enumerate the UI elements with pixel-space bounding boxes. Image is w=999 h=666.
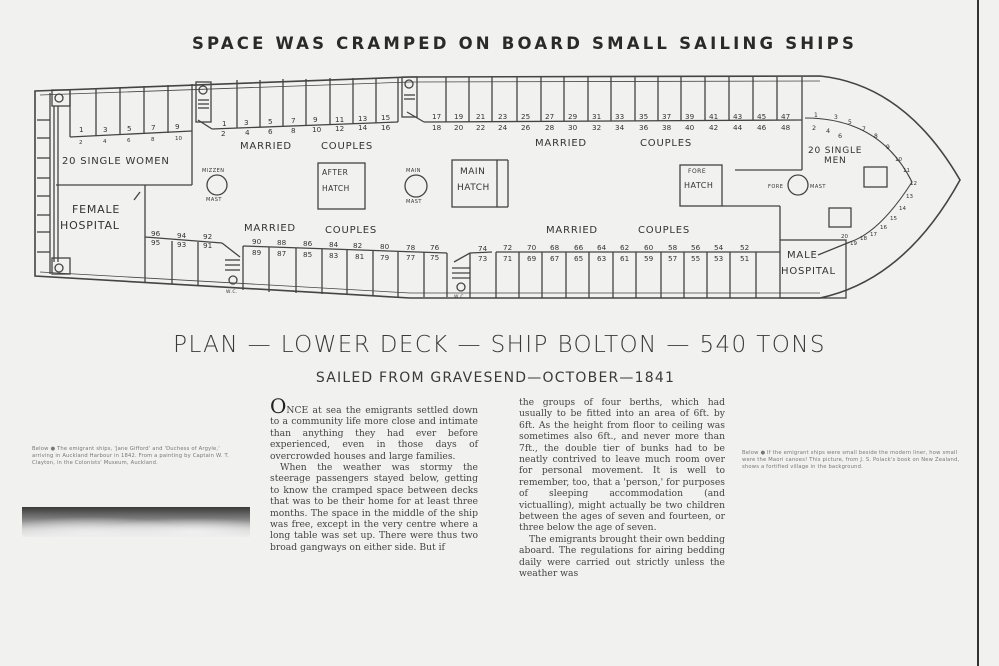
- label-married-top-b-1: MARRIED: [535, 138, 587, 149]
- berth-num: 43: [733, 112, 743, 121]
- label-main-mast-2: MAST: [406, 199, 422, 205]
- caption-right: Below ● If the emigrant ships were small beside the modern liner, how small were the Maori canoes! This picture, from J. S. Polack's book on New Zealand, shows a fortified village in the background.: [742, 450, 960, 470]
- label-mizzen-mast-2: MAST: [206, 197, 222, 203]
- berth-num: 52: [740, 243, 750, 252]
- berth-num: 10: [175, 136, 182, 142]
- article-column-2: [519, 397, 725, 580]
- label-single-women: 20 SINGLE WOMEN: [62, 156, 170, 167]
- berth-num: 75: [430, 253, 440, 262]
- berth-num: 2: [221, 129, 226, 138]
- berth-num: 11: [335, 115, 345, 124]
- berth-num: 35: [639, 112, 649, 121]
- berth-num: 5: [127, 124, 132, 133]
- berth-num: 18: [432, 123, 442, 132]
- berth-num: 83: [329, 251, 339, 260]
- label-married-bot-b-1: MARRIED: [546, 225, 598, 236]
- berth-num: 21: [476, 112, 486, 121]
- berth-num: 2: [812, 124, 817, 132]
- berth-num: 7: [291, 116, 296, 125]
- berth-num: 19: [850, 241, 857, 247]
- berth-num: 2: [79, 140, 83, 146]
- berth-num: 4: [245, 128, 250, 137]
- berth-num: 54: [714, 243, 724, 252]
- article-paragraph: [270, 394, 478, 462]
- berth-num: 15: [381, 113, 391, 122]
- label-main-hatch-1: MAIN: [460, 167, 486, 177]
- label-mizzen-mast-1: MIZZEN: [202, 168, 225, 174]
- berth-num: 8: [874, 133, 878, 140]
- berth-num: 85: [303, 250, 313, 259]
- berth-num: 92: [203, 232, 213, 241]
- berth-num: 51: [740, 254, 750, 263]
- label-female-hospital-1: FEMALE: [72, 203, 121, 216]
- berth-num: 19: [454, 112, 464, 121]
- berth-num: 28: [545, 123, 555, 132]
- berth-num: 38: [662, 123, 672, 132]
- berth-num: 3: [244, 118, 249, 127]
- berth-num: 4: [826, 127, 831, 135]
- berth-num: 84: [329, 240, 339, 249]
- article-paragraph: The emigrants brought their own bedding aboard. The regulations for airing bedding daily were carried out strictly unless the weather was: [519, 533, 725, 580]
- berth-num: 86: [303, 239, 313, 248]
- berth-num: 42: [709, 123, 719, 132]
- berth-num: 82: [353, 241, 363, 250]
- label-main-mast-1: MAIN: [406, 168, 421, 174]
- berth-num: 6: [127, 138, 131, 144]
- berth-num: 77: [406, 253, 416, 262]
- berth-num: 68: [550, 243, 560, 252]
- berth-num: 7: [862, 126, 866, 133]
- label-after-hatch-1: AFTER: [322, 168, 349, 177]
- berth-num: 47: [781, 112, 791, 121]
- berth-num: 1: [814, 112, 818, 119]
- berth-num: 70: [527, 243, 537, 252]
- berth-num: 24: [498, 123, 508, 132]
- berth-num: 1: [79, 125, 84, 134]
- label-married-top-a-1: MARRIED: [240, 141, 292, 152]
- berth-num: 18: [860, 236, 867, 242]
- berth-num: 64: [597, 243, 607, 252]
- berth-num: 78: [406, 243, 416, 252]
- berth-num: 59: [644, 254, 654, 263]
- berth-num: 30: [568, 123, 578, 132]
- deck-plan: [0, 0, 999, 320]
- berth-num: 10: [312, 125, 322, 134]
- berth-num: 26: [521, 123, 531, 132]
- berth-num: 58: [668, 243, 678, 252]
- label-fore-hatch-1: FORE: [688, 168, 707, 175]
- label-married-bot-b-2: COUPLES: [638, 225, 691, 236]
- drop-cap: O: [270, 394, 287, 418]
- berth-num: 14: [358, 123, 368, 132]
- berth-num: 32: [592, 123, 602, 132]
- berth-num: 57: [668, 254, 678, 263]
- berth-num: 71: [503, 254, 513, 263]
- berth-num: 80: [380, 242, 390, 251]
- caption-left: Below ● The emigrant ships, 'Jane Gifford' and 'Duchess of Argyle,' arriving in Auckland Harbour in 1842. From a painting by Captain W. T. Clayton, in the Colonists' Museum, Auckland.: [32, 446, 230, 466]
- headline: SPACE WAS CRAMPED ON BOARD SMALL SAILING SHIPS: [191, 34, 858, 53]
- berth-num: 22: [476, 123, 486, 132]
- berth-num: 7: [151, 123, 156, 132]
- plan-subtitle: SAILED FROM GRAVESEND—OCTOBER—1841: [315, 370, 676, 386]
- berth-num: 11: [903, 168, 910, 174]
- berth-num: 56: [691, 243, 701, 252]
- berth-num: 60: [644, 243, 654, 252]
- label-single-men-1: 20 SINGLE: [808, 146, 863, 156]
- berth-num: 9: [175, 122, 180, 131]
- paragraph-text: NCE at sea the emigrants settled down to a community life more close and intimate than anything they had ever before experienced, even in those days of overcrowded houses and large families.: [270, 405, 478, 462]
- berth-num: 79: [380, 253, 390, 262]
- label-after-hatch-2: HATCH: [322, 184, 350, 193]
- label-single-men-2: MEN: [824, 156, 847, 166]
- berth-num: 12: [910, 181, 917, 187]
- berth-num: 76: [430, 243, 440, 252]
- berth-num: 96: [151, 229, 161, 238]
- label-fore-mast-2: MAST: [810, 184, 826, 190]
- berth-num: 3: [834, 114, 838, 121]
- berth-num: 20: [841, 234, 848, 240]
- berth-num: 46: [757, 123, 767, 132]
- berth-num: 41: [709, 112, 719, 121]
- berth-num: 13: [358, 114, 368, 123]
- berth-num: 94: [177, 231, 187, 240]
- berth-num: 5: [848, 119, 852, 126]
- berth-num: 72: [503, 243, 513, 252]
- berth-num: 88: [277, 238, 287, 247]
- berth-num: 6: [268, 127, 273, 136]
- berth-num: 74: [478, 244, 488, 253]
- berth-num: 3: [103, 125, 108, 134]
- berth-num: 89: [252, 248, 262, 257]
- article-paragraph: the groups of four berths, which had usually to be fitted into an area of 6ft. by 6ft. As the height from floor to ceiling was sometimes also 6ft., and never more than 7ft., the double tier of bunks had to be neatly contrived to leave much room over for personal movement. It is well to remember, too, that a 'person,' for purposes of sleeping accommodation (and victualling), might actually be two children between the ages of seven and fourteen, or three below the age of seven.: [519, 397, 725, 534]
- label-wc-1: W.C.: [226, 290, 238, 295]
- berth-num: 13: [906, 194, 913, 200]
- berth-num: 14: [899, 206, 906, 212]
- berth-num: 37: [662, 112, 672, 121]
- label-fore-hatch-2: HATCH: [684, 181, 714, 190]
- berth-num: 45: [757, 112, 767, 121]
- label-married-bot-a-2: COUPLES: [325, 225, 378, 236]
- berth-num: 6: [838, 132, 843, 140]
- berth-num: 36: [639, 123, 649, 132]
- article-paragraph: When the weather was stormy the steerage passengers stayed below, getting to know the cramped space between decks that was to be their home for at least three months. The space in the middle of the ship was free, except in the very centre where a long table was set up. There were thus two broad gangways on either side. But if: [270, 462, 478, 553]
- berth-num: 17: [432, 112, 442, 121]
- berth-num: 16: [381, 123, 391, 132]
- berth-num: 1: [222, 119, 227, 128]
- berth-num: 10: [895, 157, 902, 163]
- berth-num: 34: [615, 123, 625, 132]
- label-married-top-a-2: COUPLES: [321, 141, 374, 152]
- berth-num: 16: [880, 225, 887, 231]
- plan-title: PLAN — LOWER DECK — SHIP BOLTON — 540 TONS: [173, 332, 826, 358]
- label-female-hospital-2: HOSPITAL: [60, 219, 120, 232]
- berth-num: 29: [568, 112, 578, 121]
- berth-num: 90: [252, 237, 262, 246]
- berth-num: 20: [454, 123, 464, 132]
- berth-num: 66: [574, 243, 584, 252]
- berth-num: 33: [615, 112, 625, 121]
- berth-num: 27: [545, 112, 555, 121]
- berth-num: 61: [620, 254, 630, 263]
- berth-num: 95: [151, 238, 161, 247]
- berth-num: 15: [890, 216, 897, 222]
- berth-num: 65: [574, 254, 584, 263]
- berth-num: 69: [527, 254, 537, 263]
- berth-num: 67: [550, 254, 560, 263]
- berth-num: 4: [103, 139, 107, 145]
- berth-num: 39: [685, 112, 695, 121]
- berth-num: 25: [521, 112, 531, 121]
- berth-num: 12: [335, 124, 345, 133]
- berth-num: 40: [685, 123, 695, 132]
- berth-num: 63: [597, 254, 607, 263]
- berth-num: 93: [177, 240, 187, 249]
- label-fore-mast-1: FORE: [768, 184, 784, 190]
- berth-num: 5: [268, 117, 273, 126]
- berth-num: 87: [277, 249, 287, 258]
- article-column-1: [270, 394, 478, 553]
- label-male-hospital-1: MALE: [787, 250, 818, 261]
- berth-num: 55: [691, 254, 701, 263]
- berth-num: 73: [478, 254, 488, 263]
- label-male-hospital-2: HOSPITAL: [781, 266, 836, 277]
- berth-num: 9: [313, 115, 318, 124]
- berth-num: 53: [714, 254, 724, 263]
- berth-num: 8: [151, 137, 155, 143]
- berth-num: 8: [291, 126, 296, 135]
- berth-num: 48: [781, 123, 791, 132]
- label-married-top-b-2: COUPLES: [640, 138, 693, 149]
- label-married-bot-a-1: MARRIED: [244, 223, 296, 234]
- berth-num: 23: [498, 112, 508, 121]
- label-wc-2: W.C.: [454, 295, 466, 300]
- berth-num: 62: [620, 243, 630, 252]
- harbour-painting-image: [22, 507, 250, 537]
- berth-num: 44: [733, 123, 743, 132]
- berth-num: 17: [870, 232, 877, 238]
- berth-num: 81: [355, 252, 365, 261]
- label-main-hatch-2: HATCH: [457, 183, 490, 193]
- berth-num: 9: [886, 144, 890, 151]
- berth-num: 31: [592, 112, 602, 121]
- berth-num: 91: [203, 241, 213, 250]
